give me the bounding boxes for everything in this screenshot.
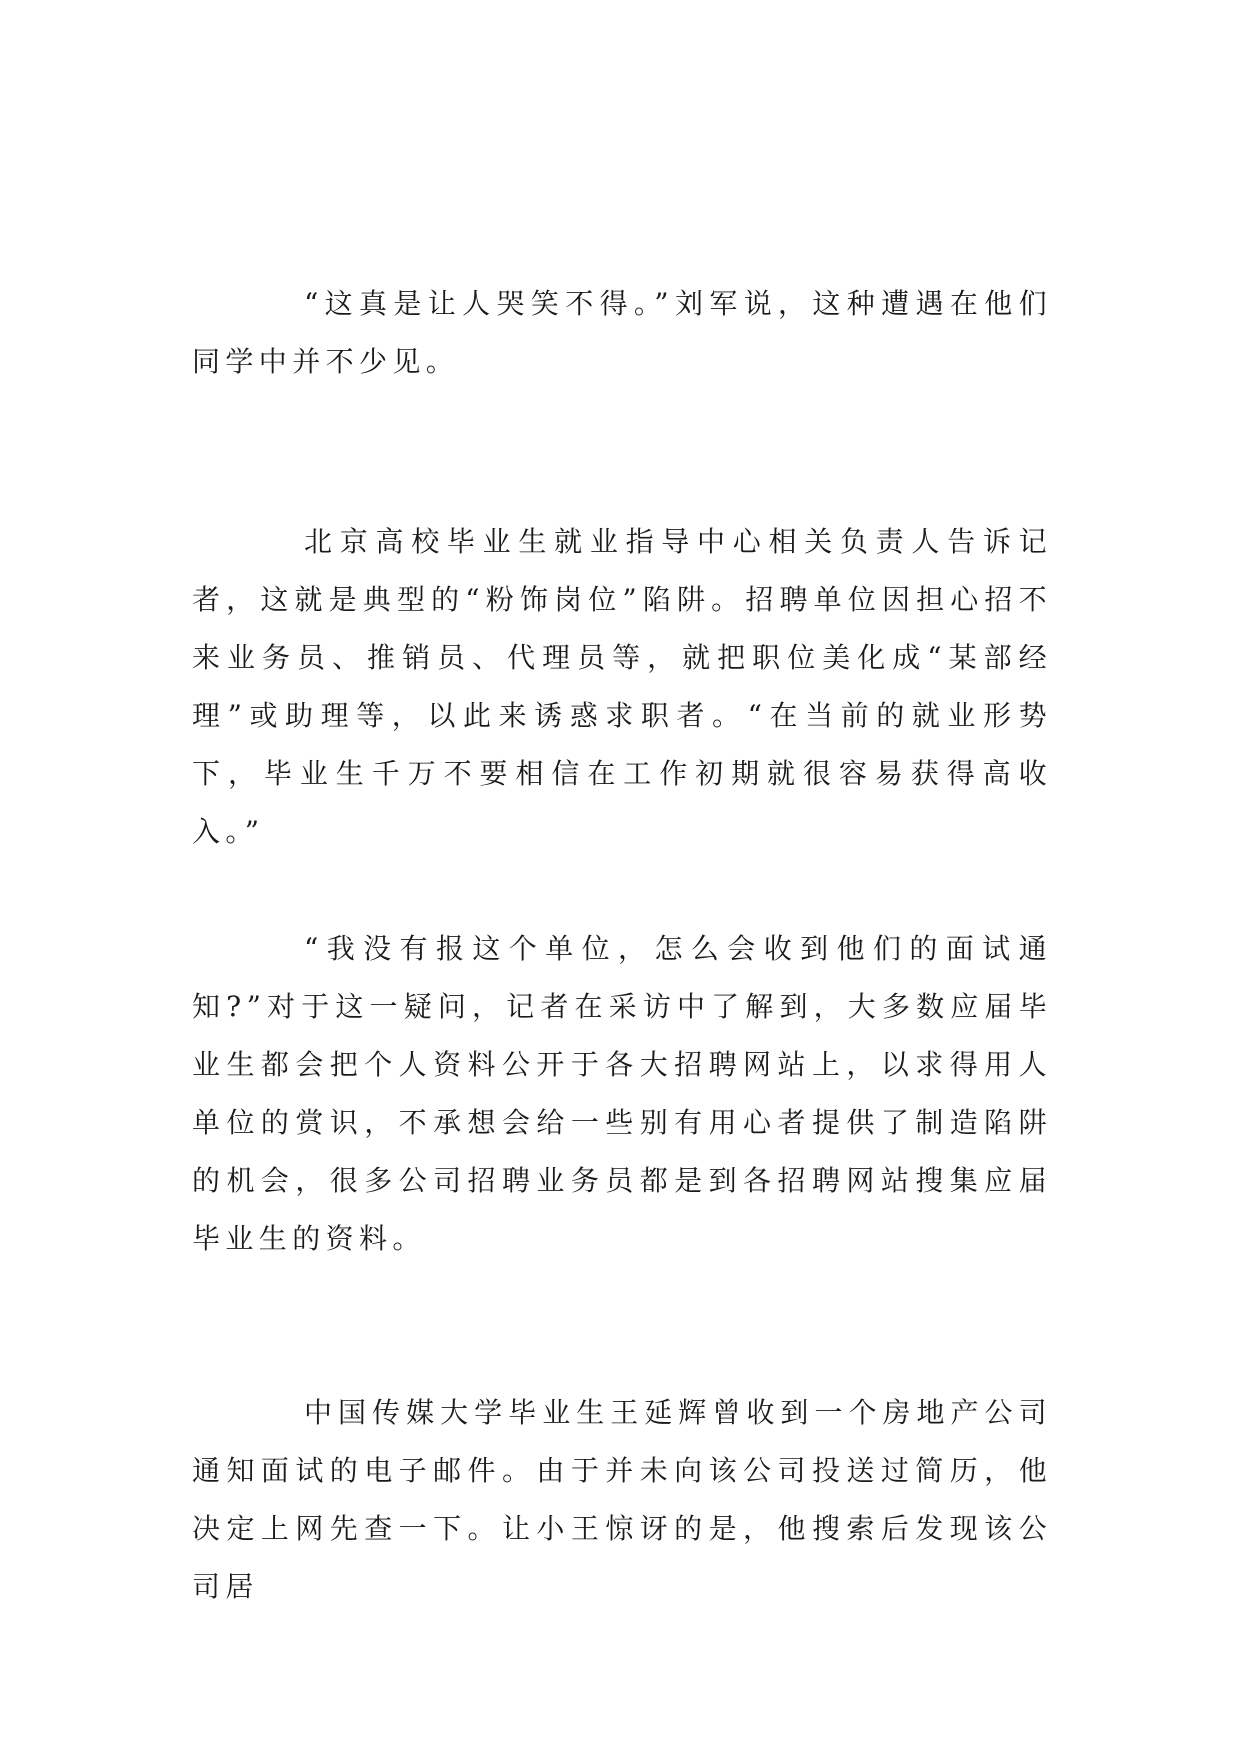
paragraph-2: 北京高校毕业生就业指导中心相关负责人告诉记者，这就是典型的“粉饰岗位”陷阱。招聘单位因担心招不来业务员、推销员、代理员等，就把职位美化成“某部经理”或助理等，以此来诱惑求职者。“在当前的就业形势下，毕业生千万不要相信在工作初期就很容易获得高收入。” [192, 525, 1052, 848]
paragraph-4: 中国传媒大学毕业生王延辉曾收到一个房地产公司通知面试的电子邮件。由于并未向该公司投送过简历，他决定上网先查一下。让小王惊讶的是，他搜索后发现该公司居 [192, 1396, 1052, 1603]
paragraph-3: “我没有报这个单位，怎么会收到他们的面试通知?”对于这一疑问，记者在采访中了解到，大多数应届毕业生都会把个人资料公开于各大招聘网站上，以求得用人单位的赏识，不承想会给一些别有用心者提供了制造陷阱的机会，很多公司招聘业务员都是到各招聘网站搜集应届毕业生的资料。 [192, 932, 1052, 1255]
paragraph-1: “这真是让人哭笑不得。”刘军说，这种遭遇在他们同学中并不少见。 [192, 287, 1052, 378]
